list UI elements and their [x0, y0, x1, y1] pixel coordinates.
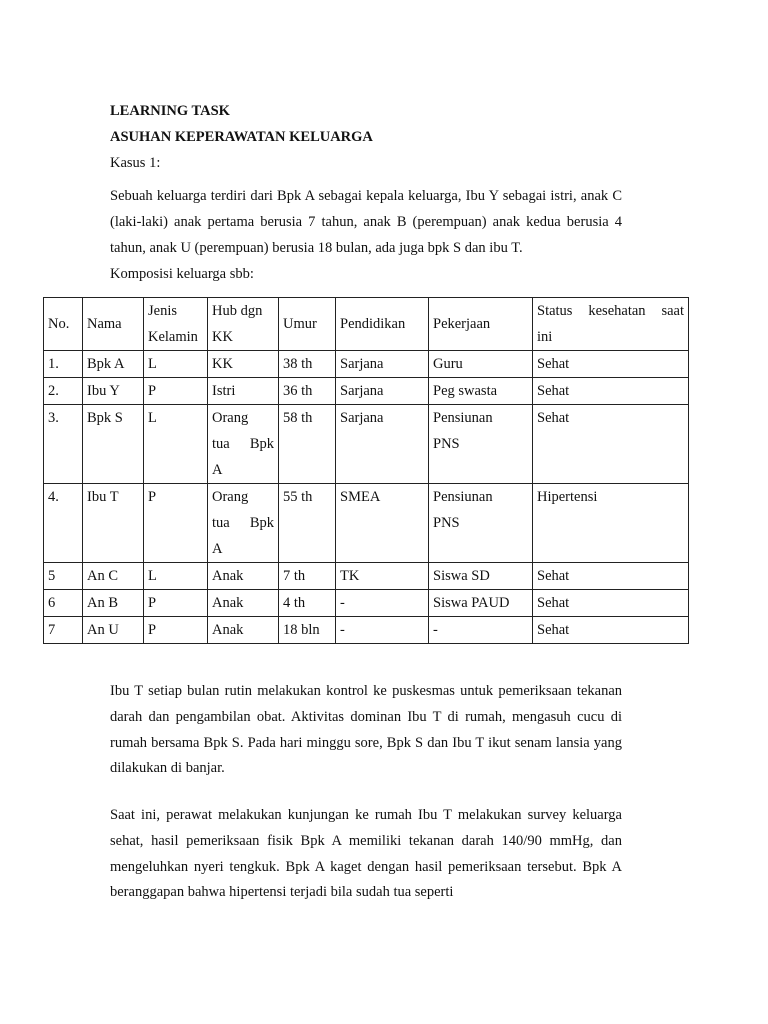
cell-umur: 7 th	[279, 563, 336, 590]
cell-hub-kk	[208, 484, 279, 563]
cell-hub-kk-line: Orang	[212, 410, 249, 426]
cell-jenis-kelamin: L	[144, 405, 208, 484]
header-pekerjaan: Pekerjaan	[429, 298, 533, 351]
cell-pekerjaan	[429, 405, 533, 484]
cell-pendidikan: Sarjana	[336, 378, 429, 405]
cell-pendidikan: -	[336, 617, 429, 644]
cell-hub-kk-line: A	[212, 541, 223, 557]
cell-nama: An U	[83, 617, 144, 644]
family-composition-table	[43, 297, 689, 644]
cell-nama: Ibu Y	[83, 378, 144, 405]
header-status-line-2: ini	[537, 329, 553, 345]
table-row	[44, 378, 689, 405]
header	[110, 98, 622, 176]
cell-no: 3.	[44, 405, 83, 484]
cell-status-kesehatan: Sehat	[533, 617, 689, 644]
header-hub-line-1: Hub dgn	[212, 303, 263, 319]
cell-pendidikan: TK	[336, 563, 429, 590]
cell-no: 2.	[44, 378, 83, 405]
cell-pendidikan: Sarjana	[336, 405, 429, 484]
cell-pekerjaan	[429, 484, 533, 563]
document-subtitle: ASUHAN KEPERAWATAN KELUARGA	[110, 129, 373, 145]
cell-no: 6	[44, 590, 83, 617]
header-jk-line-2: Kelamin	[148, 329, 198, 345]
header-no: No.	[44, 298, 83, 351]
cell-umur: 58 th	[279, 405, 336, 484]
cell-pekerjaan-line: PNS	[433, 436, 460, 452]
cell-umur: 38 th	[279, 351, 336, 378]
cell-status-kesehatan: Hipertensi	[533, 484, 689, 563]
cell-status-kesehatan: Sehat	[533, 351, 689, 378]
cell-hub-kk	[208, 590, 279, 617]
table-row	[44, 405, 689, 484]
cell-hub-kk-line: A	[212, 462, 223, 478]
header-hub-line-2: KK	[212, 329, 233, 345]
document-title: LEARNING TASK	[110, 103, 230, 119]
cell-no: 4.	[44, 484, 83, 563]
paragraph-kunjungan	[110, 803, 622, 906]
cell-umur: 55 th	[279, 484, 336, 563]
cell-pekerjaan-line: Siswa PAUD	[433, 595, 510, 611]
header-umur: Umur	[279, 298, 336, 351]
table-row	[44, 484, 689, 563]
header-nama: Nama	[83, 298, 144, 351]
table-row	[44, 351, 689, 378]
cell-umur: 36 th	[279, 378, 336, 405]
cell-no: 1.	[44, 351, 83, 378]
cell-status-kesehatan: Sehat	[533, 378, 689, 405]
cell-pendidikan: -	[336, 590, 429, 617]
cell-no: 7	[44, 617, 83, 644]
paragraph-bpk-a: Saat ini, perawat melakukan kunjungan ke rumah Ibu T melakukan survey keluarga sehat, hasil pemeriksaan fisik Bpk A memiliki tekanan darah 140/90 mmHg, dan mengeluhkan nyeri tengkuk. Bpk A kaget dengan hasil pemeriksaan tersebut. Bpk A beranggapan bahwa hipertensi terjadi bila sudah tua seperti	[110, 807, 622, 901]
table-row	[44, 617, 689, 644]
cell-pekerjaan-line: -	[433, 622, 438, 638]
cell-hub-kk	[208, 617, 279, 644]
cell-nama: Bpk A	[83, 351, 144, 378]
cell-jenis-kelamin: P	[144, 484, 208, 563]
paragraph-kontrol	[110, 679, 622, 782]
intro-paragraph: Sebuah keluarga terdiri dari Bpk A sebagai kepala keluarga, Ibu Y sebagai istri, anak C (laki-laki) anak pertama berusia 7 tahun, anak B (perempuan) anak kedua berusia 4 tahun, anak U (perempuan) berusia 18 bulan, ada juga bpk S dan ibu T.	[110, 188, 622, 256]
table-row	[44, 563, 689, 590]
cell-umur: 4 th	[279, 590, 336, 617]
cell-hub-kk-line: tua Bpk	[212, 436, 274, 452]
cell-pekerjaan	[429, 351, 533, 378]
cell-jenis-kelamin: P	[144, 378, 208, 405]
table-body	[44, 351, 689, 644]
cell-pekerjaan	[429, 617, 533, 644]
header-pendidikan: Pendidikan	[336, 298, 429, 351]
cell-umur: 18 bln	[279, 617, 336, 644]
cell-jenis-kelamin: P	[144, 590, 208, 617]
cell-nama: Bpk S	[83, 405, 144, 484]
cell-pekerjaan-line: Pensiunan	[433, 489, 493, 505]
cell-pekerjaan	[429, 378, 533, 405]
cell-jenis-kelamin: L	[144, 351, 208, 378]
cell-hub-kk-line: Istri	[212, 383, 236, 399]
header-status-kesehatan	[533, 298, 689, 351]
paragraph-ibu-t: Ibu T setiap bulan rutin melakukan kontrol ke puskesmas untuk pemeriksaan tekanan darah dan pengambilan obat. Aktivitas dominan Ibu T di rumah, mengasuh cucu di rumah bersama Bpk S. Pada hari minggu sore, Bpk S dan Ibu T ikut senam lansia yang dilakukan di banjar.	[110, 683, 622, 777]
cell-hub-kk-line: Anak	[212, 595, 244, 611]
cell-status-kesehatan: Sehat	[533, 590, 689, 617]
cell-pekerjaan	[429, 590, 533, 617]
table-header-row	[44, 298, 689, 351]
cell-status-kesehatan: Sehat	[533, 563, 689, 590]
cell-pendidikan: Sarjana	[336, 351, 429, 378]
intro-section	[110, 184, 622, 287]
cell-hub-kk	[208, 351, 279, 378]
cell-hub-kk-line: Anak	[212, 568, 244, 584]
cell-nama: An B	[83, 590, 144, 617]
cell-hub-kk-line: Orang	[212, 489, 249, 505]
cell-nama: An C	[83, 563, 144, 590]
composition-label: Komposisi keluarga sbb:	[110, 266, 254, 283]
cell-jenis-kelamin: L	[144, 563, 208, 590]
cell-pekerjaan-line: Siswa SD	[433, 568, 490, 584]
cell-hub-kk-line: tua Bpk	[212, 515, 274, 531]
cell-hub-kk	[208, 563, 279, 590]
cell-pendidikan: SMEA	[336, 484, 429, 563]
case-label: Kasus 1:	[110, 155, 161, 171]
cell-pekerjaan	[429, 563, 533, 590]
cell-hub-kk-line: Anak	[212, 622, 244, 638]
cell-pekerjaan-line: Peg swasta	[433, 383, 498, 399]
header-jenis-kelamin	[144, 298, 208, 351]
cell-hub-kk	[208, 378, 279, 405]
header-jk-line-1: Jenis	[148, 303, 177, 319]
header-hub-kk	[208, 298, 279, 351]
header-status-line-1: Status kesehatan saat	[537, 303, 684, 319]
cell-pekerjaan-line: Guru	[433, 356, 463, 372]
cell-nama: Ibu T	[83, 484, 144, 563]
cell-hub-kk-line: KK	[212, 356, 233, 372]
cell-no: 5	[44, 563, 83, 590]
cell-pekerjaan-line: PNS	[433, 515, 460, 531]
cell-hub-kk	[208, 405, 279, 484]
cell-pekerjaan-line: Pensiunan	[433, 410, 493, 426]
cell-jenis-kelamin: P	[144, 617, 208, 644]
cell-status-kesehatan: Sehat	[533, 405, 689, 484]
table-row	[44, 590, 689, 617]
